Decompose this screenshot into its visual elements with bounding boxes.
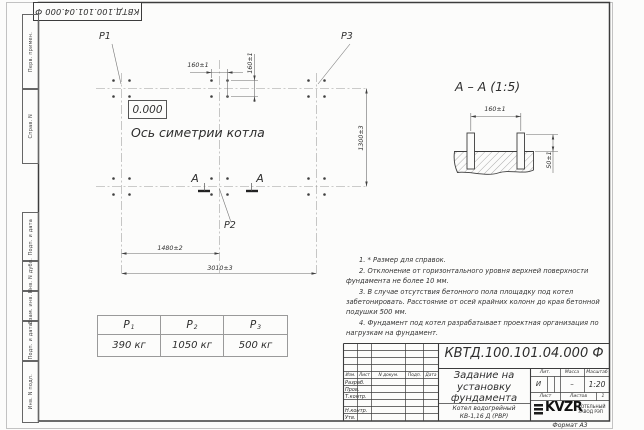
zero-level-mark: 0.000 xyxy=(132,103,163,116)
load-point-p1-label: P1 xyxy=(99,31,111,42)
loads-table-value-p3: 500 кг xyxy=(238,340,273,351)
title-block-doc-number: КВТД.100.101.04.000 Ф xyxy=(444,346,604,361)
dim-160-h-text: 160±1 xyxy=(187,62,209,69)
technical-notes xyxy=(346,255,602,339)
dimension-3010 xyxy=(122,272,317,274)
anchor-stud-right xyxy=(517,133,525,169)
title-line-3: фундамента xyxy=(450,393,518,404)
note-2: 2. Отклонение от горизонтального уровня верхней поверхности фундамента не более 10 мм. xyxy=(346,267,589,286)
tb-scale-value: 1:20 xyxy=(588,380,606,389)
margin-label: Инв. N дубл. xyxy=(27,258,34,294)
stamp-doc-number: КВТД.100.101.04.000 Ф xyxy=(35,6,140,17)
tb-col-izm: Изм. xyxy=(345,372,356,378)
margin-box-podp-data-1 xyxy=(22,212,39,262)
dimension-160-section xyxy=(471,113,521,131)
dim-1480-text: 1480±2 xyxy=(157,244,183,252)
tb-row-tkontr: Т.контр. xyxy=(345,393,367,400)
kvzr-logo-icon xyxy=(534,404,543,416)
note-4: 4. Фундамент под котел разрабатывает проектная организация по нагрузкам на фундамент. xyxy=(346,319,599,338)
margin-box-podp-data-2 xyxy=(22,320,39,362)
title-block-title xyxy=(438,370,530,405)
loads-table-header-p1: P 1 xyxy=(98,316,161,335)
margin-box-inv-podl xyxy=(22,360,39,423)
margin-label: Инв. N подл. xyxy=(27,373,34,410)
tb-col-ndokum: N докум. xyxy=(378,372,399,378)
margin-box-sprav-n xyxy=(22,88,39,164)
kvzr-logo-caption xyxy=(578,404,605,414)
tb-sheets-value: 1 xyxy=(601,393,605,399)
logo-caption-line-1: КОТЕЛЬНЫЙ xyxy=(578,404,606,409)
kvzr-logo-text: KVZR xyxy=(545,400,583,415)
dim-1300-text: 1300±3 xyxy=(357,125,365,151)
tb-row-razrab: Разраб. xyxy=(345,379,365,386)
tb-mass-label: Масса xyxy=(564,370,580,375)
load-point-p3-label: P3 xyxy=(341,31,353,42)
loads-table xyxy=(97,315,288,357)
dim-160-section-text: 160±1 xyxy=(484,105,506,113)
anchor-stud-left xyxy=(467,133,475,169)
tb-row-utv: Утв. xyxy=(345,414,356,421)
plan-view xyxy=(96,44,368,275)
margin-box-perv-primen xyxy=(22,14,39,90)
stamp-doc-number-box xyxy=(33,2,142,21)
loads-table-value-p2: 1050 кг xyxy=(161,335,224,356)
sheet-frame xyxy=(7,3,613,429)
dim-3010-text: 3010±3 xyxy=(207,264,233,272)
tb-scale-label: Масштаб xyxy=(586,370,608,375)
section-view-title: А – А (1:5) xyxy=(455,79,521,94)
section-view xyxy=(454,113,558,174)
tb-sheets-label: Листов xyxy=(569,393,588,399)
margin-label: Перв. примен. xyxy=(27,31,34,73)
section-letter-left: А xyxy=(191,172,199,185)
zero-level-box xyxy=(128,100,167,119)
loads-table-header-p2: P 2 xyxy=(161,316,224,335)
loads-table-value-p1: 390 кг xyxy=(98,335,161,356)
tb-col-podp: Подп. xyxy=(407,372,421,378)
margin-label: Взам. инв. N xyxy=(27,288,34,324)
dimension-1480 xyxy=(122,252,220,254)
tb-mass-value: – xyxy=(570,380,574,388)
tb-lit-label: Лит. xyxy=(539,370,551,375)
boiler-axis-label: Ось симетрии котла xyxy=(131,125,265,140)
centerlines xyxy=(96,60,368,273)
title-line-2: установку xyxy=(457,381,511,393)
tb-col-data: Дата xyxy=(425,372,437,378)
title-line-1: Задание на xyxy=(453,370,515,381)
tb-row-nkontr: Н.контр. xyxy=(345,407,368,414)
section-letter-right: А xyxy=(256,172,264,185)
margin-label: Справ. N xyxy=(27,113,34,139)
tb-row-prov: Пров. xyxy=(345,386,360,393)
dimension-160-horizontal xyxy=(190,69,243,97)
note-3: 3. В случае отсутствия бетонного пола площадку под котел забетонировать. Расстояние от осей крайних колонн до края бетонной подушки 500 мм. xyxy=(346,288,600,317)
format-label: Формат А3 xyxy=(552,421,588,429)
title-block-product xyxy=(438,405,530,420)
load-point-p2-label: P2 xyxy=(224,220,236,231)
product-line-1: Котел водогрейный xyxy=(452,405,516,412)
margin-box-vzam-inv xyxy=(22,290,39,322)
section-cut-marks xyxy=(198,183,258,191)
dim-160-v-text: 160±1 xyxy=(246,52,254,74)
margin-label: Подп. и дата xyxy=(27,218,34,256)
logo-caption-line-2: ЗАВОД РЭП xyxy=(578,409,603,414)
tb-col-list: Лист xyxy=(359,372,370,378)
tb-sheet-label: Лист xyxy=(539,393,552,399)
loads-table-header-p3: P 3 xyxy=(224,316,287,335)
note-1: 1. * Размер для справок. xyxy=(359,256,446,264)
margin-label: Подп. и дата xyxy=(27,322,34,360)
product-line-2: КВ-1,16 Д (РВР) xyxy=(459,412,509,420)
dim-50-section-text: 50±1 xyxy=(545,151,553,169)
margin-box-inv-dubl xyxy=(22,260,39,292)
tb-lit-value: И xyxy=(535,380,542,388)
